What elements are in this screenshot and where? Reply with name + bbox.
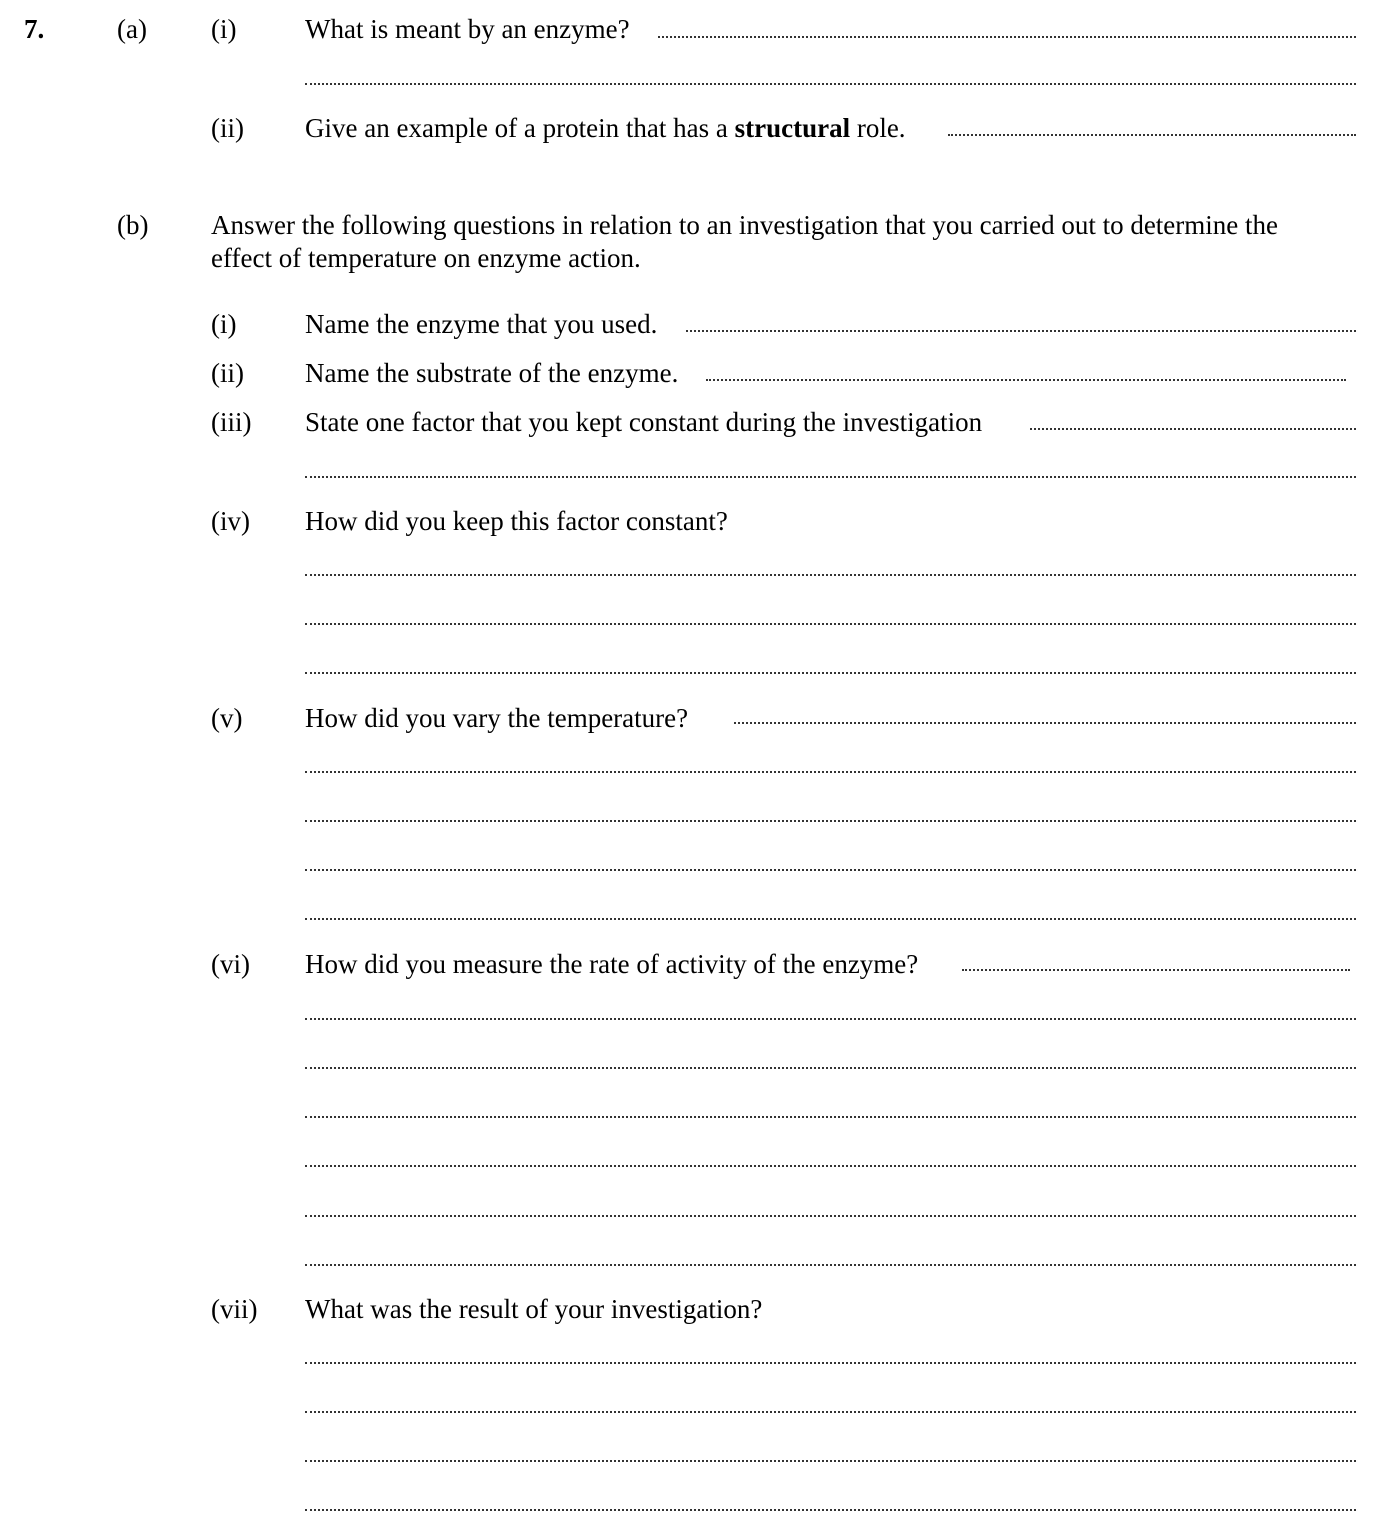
b-vi-answer-line[interactable] — [305, 1215, 1356, 1217]
b-v-answer-line[interactable] — [305, 771, 1356, 773]
b-iii-question: State one factor that you kept constant during the investigation — [305, 407, 983, 437]
b-iv-answer-line[interactable] — [305, 574, 1356, 576]
b-ii-label: (ii) — [211, 358, 244, 388]
a-ii-bold-word: structural — [734, 113, 851, 143]
b-iv-label: (iv) — [211, 506, 250, 536]
b-vii-label: (vii) — [211, 1294, 258, 1324]
b-vi-question: How did you measure the rate of activity of the enzyme? — [305, 949, 919, 979]
a-i-question: What is meant by an enzyme? — [305, 14, 630, 44]
a-ii-question — [305, 115, 906, 142]
b-vii-answer-line[interactable] — [305, 1411, 1356, 1413]
b-iii-answer-line[interactable] — [1030, 428, 1356, 430]
part-a-label: (a) — [117, 14, 147, 44]
part-b-label: (b) — [117, 210, 149, 240]
b-v-answer-line[interactable] — [305, 820, 1356, 822]
b-v-answer-line[interactable] — [305, 869, 1356, 871]
b-v-question: How did you vary the temperature? — [305, 703, 689, 733]
b-vi-answer-line[interactable] — [305, 1018, 1356, 1020]
a-ii-label: (ii) — [211, 113, 244, 143]
b-iii-label: (iii) — [211, 407, 252, 437]
b-vi-answer-line[interactable] — [305, 1116, 1356, 1118]
b-i-question: Name the enzyme that you used. — [305, 309, 658, 339]
b-vii-answer-line[interactable] — [305, 1362, 1356, 1364]
b-intro-line-2: effect of temperature on enzyme action. — [211, 243, 641, 273]
b-v-answer-line[interactable] — [305, 918, 1356, 920]
b-i-answer-line[interactable] — [686, 330, 1356, 332]
b-vi-answer-line[interactable] — [305, 1264, 1356, 1266]
b-iv-answer-line[interactable] — [305, 623, 1356, 625]
b-iii-answer-line[interactable] — [305, 476, 1356, 478]
b-i-label: (i) — [211, 309, 237, 339]
a-ii-text-before: Give an example of a protein that has a — [305, 113, 728, 143]
b-vi-answer-line[interactable] — [962, 969, 1350, 971]
b-v-label: (v) — [211, 703, 243, 733]
a-i-answer-line[interactable] — [658, 36, 1356, 38]
b-ii-answer-line[interactable] — [706, 379, 1346, 381]
b-intro-line-1: Answer the following questions in relation to an investigation that you carried out to determine the — [211, 210, 1279, 240]
a-ii-text-after: role. — [856, 113, 906, 143]
b-vii-question: What was the result of your investigation? — [305, 1294, 763, 1324]
b-vi-answer-line[interactable] — [305, 1067, 1356, 1069]
b-vi-label: (vi) — [211, 949, 250, 979]
b-vii-answer-line[interactable] — [305, 1460, 1356, 1462]
b-v-answer-line[interactable] — [734, 722, 1356, 724]
a-ii-answer-line[interactable] — [948, 134, 1356, 136]
b-vi-answer-line[interactable] — [305, 1165, 1356, 1167]
question-number: 7. — [24, 14, 45, 44]
a-i-label: (i) — [211, 14, 237, 44]
b-ii-question: Name the substrate of the enzyme. — [305, 358, 679, 388]
b-iv-question: How did you keep this factor constant? — [305, 506, 728, 536]
a-i-answer-line[interactable] — [305, 83, 1356, 85]
b-iv-answer-line[interactable] — [305, 672, 1356, 674]
b-vii-answer-line[interactable] — [305, 1509, 1356, 1511]
